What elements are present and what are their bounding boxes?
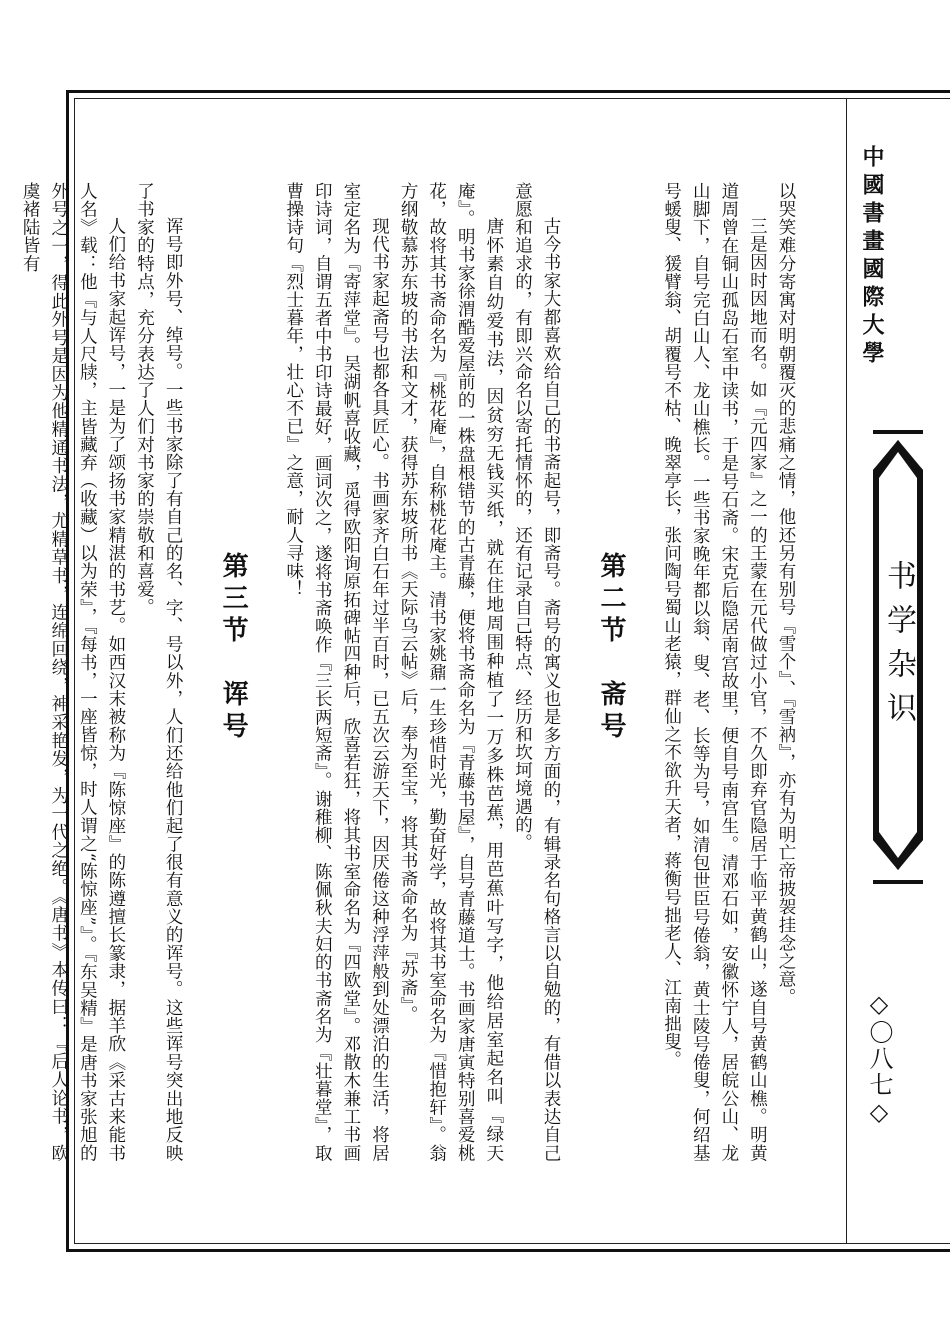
paragraph: 唐怀素自幼爱书法，因贫穷无钱买纸，就在住地周围种植了一万多株芭蕉，用芭蕉叶写字，他给居室起名叫『绿天庵』。明书家徐渭酷爱屋前的一株盘根错节的古青藤，便将书斋命名为『青藤书屋』，自号青藤道士。书画家唐寅特别喜爱桃花，故将其书斋命名为『桃花庵』，自称桃花庵主。清书家姚鼐一生珍惜时光，勤奋好学，故将其书室命名为『惜抱轩』。翁方纲敬慕苏东坡的书法和文才，获得苏东坡所书《天际乌云帖》后，奉为至宝，将其书斋命名为『苏斋』。 [398,182,504,1162]
paragraph: 人们给书家起诨号，一是为了颂扬书家精湛的书艺。如西汉末被称为『陈惊座』的陈遵擅长篆隶，据羊欣《采古来能书人名》载：他『与人尺牍，主皆藏弃（收藏）以为荣』，『每书，一座皆惊，时人谓之“陈惊座”』。『东吴精』是唐书家张旭的外号之一，得此外号是因为他精通书法，尤精草书，连绵回绕，神采艳发，为一代之绝。《唐书》本传曰：『后人论书，欧虞褚陆皆有 [20,182,126,1162]
label-cap-bottom [873,880,923,884]
paragraph: 三是因时因地而名。如『元四家』之一的王蒙在元代做过小官，不久即弃官隐居于临平黄鹤山，遂自号黄鹤山樵。明黄道周曾在铜山孤岛石室中读书，于是号石斋。宋克后隐居南宫故里，便自号南宫生。清邓石如，安徽怀宁人，居皖公山、龙山脚下，自号完白山人、龙山樵长。一些书家晚年都以翁、叟、老、长等为号，如清包世臣号倦翁，黄士陵号倦叟，何绍基号蝯叟、猨臂翁、胡覆号不枯、晚翠亭长，张问陶号蜀山老猿，群仙之不欲升天者，蒋衡号拙老人、江南拙叟。 [661,182,768,1162]
label-cap-top [873,430,923,434]
inner-border-bottom [74,1243,950,1244]
section-heading-zhaihao: 第二节 斋号 [596,552,627,744]
frame-border-top [66,90,950,93]
paragraph: 诨号即外号、绰号。一些书家除了有自己的名、字、号以外，人们还给他们起了很有意义的诨号。这些诨号突出地反映了书家的特点，充分表达了人们对书家的崇敬和喜爱。 [134,182,184,1162]
margin-divider [846,98,847,1244]
inner-border-top [74,98,950,99]
frame-border-bottom [66,1249,950,1252]
paragraph-continued: 以哭笑难分寄寓对明朝覆灭的悲痛之情，他还另有别号『雪个』、『雪衲』，亦有为明亡帝披袈挂念之意。 [776,182,796,1007]
book-label: 书学杂识 [881,560,916,736]
main-text-body [20,182,800,1162]
paragraph: 古今书家大都喜欢给自己的书斋起号，即斋号。斋号的寓义也是多方面的，有辑录名句格言以自勉的，有借以表达自己意愿和追求的，有即兴命名以寄托情怀的，还有记录自己特点、经历和坎坷境遇的。 [512,182,562,1162]
page-number: ◇〇八七◇ [865,990,893,1128]
paragraph: 现代书家起斋号也都各具匠心。书画家齐白石年过半百时，已五次云游天下，因厌倦这种浮萍般到处漂泊的生活，将居室定名为『寄萍堂』。吴湖帆喜收藏，觅得欧阳询原拓碑帖四种后，欣喜若狂，将其书室命名为『四欧堂』。邓散木兼工书画印诗词，自谓五者中书印诗最好，画词次之，遂将书斋唤作『三长两短斋』。谢稚柳、陈佩秋夫妇的书斋名为『壮暮堂』，取曹操诗句『烈士暮年，壮心不已』之意，耐人寻味！ [283,182,390,1162]
university-title: 中國書畫國際大學 [859,145,885,369]
section-heading-hunhao: 第三节 诨号 [218,552,249,744]
